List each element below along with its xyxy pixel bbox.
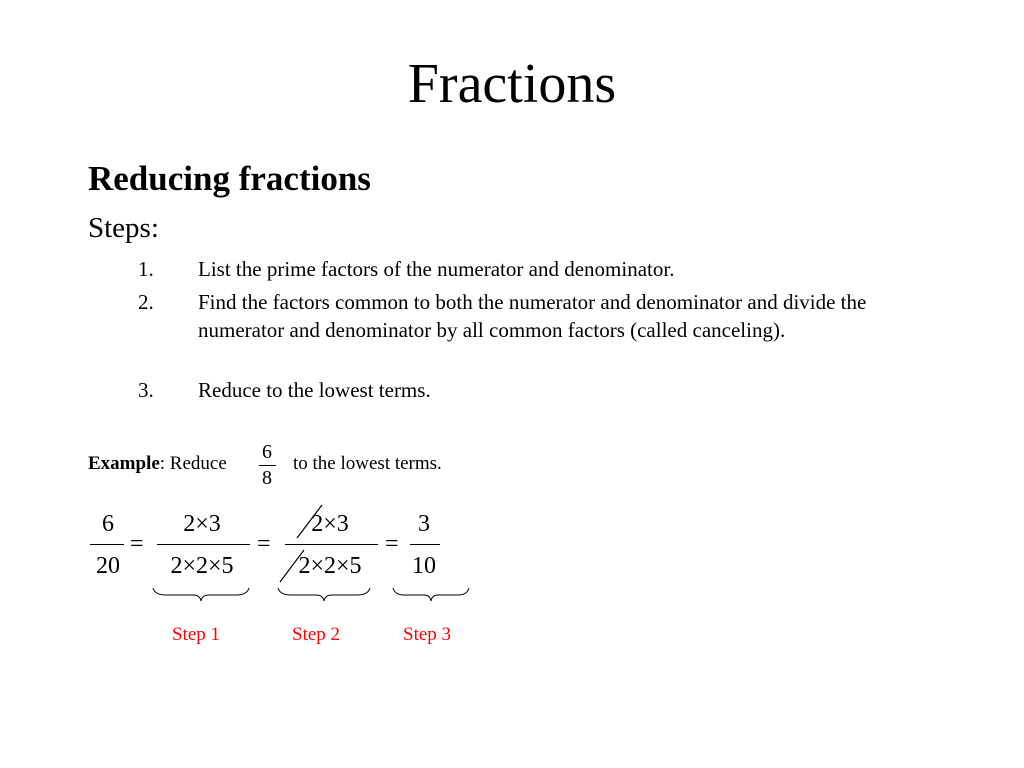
step-text: Reduce to the lowest terms.: [198, 378, 431, 402]
fraction-3-denominator: 2×2×5: [298, 553, 362, 579]
fraction-3-numerator: 2×3: [311, 511, 349, 537]
example-fraction-denominator: 8: [262, 467, 272, 489]
step-number: 2.: [138, 290, 154, 314]
brace-step-3: [393, 588, 469, 601]
fraction-2-denominator: 2×2×5: [170, 553, 234, 579]
equals-sign: =: [130, 531, 144, 557]
slide-title: Fractions: [407, 53, 617, 115]
fraction-4-numerator: 3: [418, 511, 430, 537]
fraction-2-numerator: 2×3: [183, 511, 221, 537]
section-heading: Reducing fractions: [88, 159, 371, 198]
step-number: 3.: [138, 378, 154, 402]
steps-label: Steps:: [88, 212, 159, 244]
fraction-4-denominator: 10: [412, 553, 436, 579]
step-label: Step 1: [172, 624, 221, 645]
step-label: Step 3: [403, 624, 452, 645]
cancel-stroke-denominator: [280, 550, 304, 582]
brace-step-2: [278, 588, 370, 601]
step-text: Find the factors common to both the numerator and denominator and divide the numerator and denominator by all common factors (called canceling).: [198, 290, 867, 342]
equals-sign: =: [257, 531, 271, 557]
equals-sign: =: [385, 531, 399, 557]
step-text: List the prime factors of the numerator and denominator.: [198, 257, 675, 281]
brace-step-1: [153, 588, 249, 601]
cancel-stroke-numerator: [297, 505, 322, 538]
example-prefix: : Reduce: [159, 453, 227, 474]
fraction-1-numerator: 6: [102, 511, 114, 537]
step-label: Step 2: [292, 624, 341, 645]
step-number: 1.: [138, 257, 154, 281]
fraction-1-denominator: 20: [96, 553, 120, 579]
example-label: Example: [88, 453, 160, 474]
example-suffix: to the lowest terms.: [293, 453, 442, 474]
example-fraction-numerator: 6: [262, 441, 272, 463]
